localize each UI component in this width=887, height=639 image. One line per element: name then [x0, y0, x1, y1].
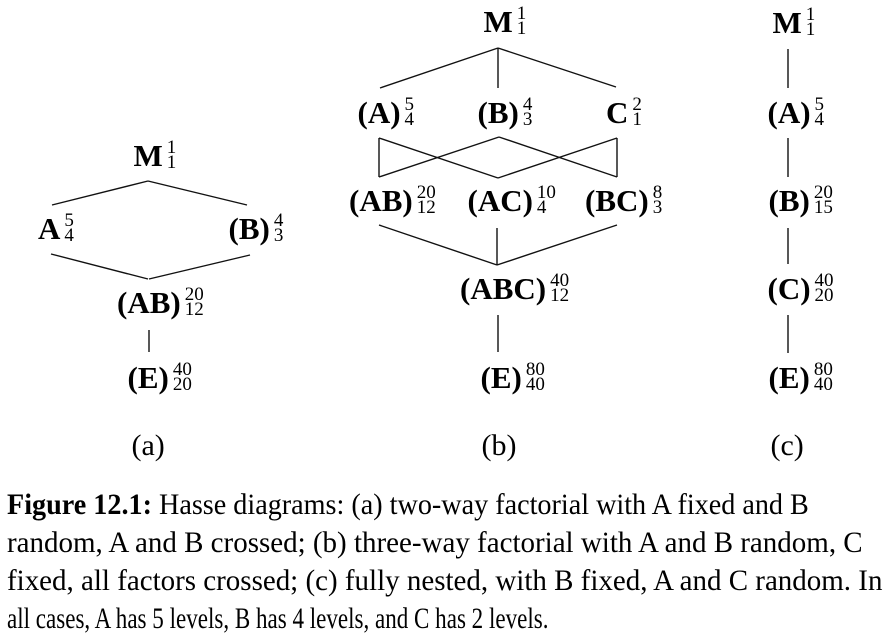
hasse-node-b-b — [477, 94, 533, 130]
node-label: (AB) — [117, 284, 181, 320]
hasse-node-a-m — [133, 137, 177, 173]
node-subscript: 4 — [814, 109, 825, 130]
node-label: C — [606, 94, 629, 130]
node-subscript: 20 — [814, 285, 834, 306]
node-label: (BC) — [585, 182, 649, 218]
node-subscript: 3 — [273, 225, 284, 246]
node-superscript: 80 — [525, 359, 545, 380]
node-subscript: 3 — [652, 197, 663, 218]
hasse-node-b-ac — [467, 182, 556, 218]
caption-line-3: fixed, all factors crossed; (c) fully nested, with B fixed, A and C random. In — [7, 564, 883, 597]
node-superscript: 20 — [813, 182, 833, 203]
node-df-stack — [813, 182, 833, 218]
node-subscript: 4 — [404, 109, 415, 130]
caption-line-2: random, A and B crossed; (b) three-way factorial with A and B random, C — [7, 526, 863, 559]
diagram-label-c: (c) — [770, 429, 804, 462]
node-df-stack — [805, 4, 816, 40]
hasse-node-b-a — [357, 94, 415, 130]
node-subscript: 1 — [805, 19, 816, 40]
node-df-stack — [652, 182, 663, 218]
node-label: (AC) — [467, 182, 533, 218]
node-label: (B) — [477, 94, 519, 130]
node-df-stack — [814, 94, 825, 130]
node-superscript: 1 — [516, 3, 527, 24]
node-label: (A) — [767, 94, 811, 130]
node-superscript: 4 — [522, 94, 533, 115]
node-label: M — [483, 3, 513, 39]
node-subscript: 40 — [525, 374, 545, 395]
hasse-node-c-c — [767, 270, 834, 306]
node-label: (AB) — [349, 182, 413, 218]
node-subscript: 3 — [522, 109, 533, 130]
hasse-edge-b — [498, 48, 616, 87]
hasse-edge-a — [52, 181, 148, 205]
hasse-edge-a — [51, 254, 148, 279]
node-df-stack — [416, 182, 436, 218]
node-subscript: 1 — [632, 109, 642, 130]
node-label: (A) — [357, 94, 401, 130]
node-subscript: 40 — [813, 374, 833, 395]
hasse-node-a-a — [38, 210, 74, 246]
node-subscript: 1 — [166, 152, 177, 173]
hasse-node-a-ab — [117, 284, 204, 320]
node-label: (E) — [480, 359, 522, 395]
diagram-label-a: (a) — [131, 429, 165, 462]
node-subscript: 4 — [536, 197, 547, 218]
node-df-stack — [166, 137, 177, 173]
hasse-node-b-ab — [349, 182, 436, 218]
hasse-node-b-abc — [460, 270, 570, 306]
node-superscript: 2 — [632, 94, 642, 115]
node-df-stack — [536, 182, 556, 218]
hasse-edge-b — [379, 225, 497, 265]
hasse-node-b-e — [480, 359, 545, 395]
node-df-stack — [172, 359, 192, 395]
hasse-edge-b — [497, 225, 617, 265]
caption-line-1: Figure 12.1: Hasse diagrams: (a) two-way factorial with A fixed and B — [7, 488, 809, 521]
hasse-node-c-a — [767, 94, 825, 130]
node-superscript: 20 — [416, 182, 436, 203]
hasse-node-c-m — [772, 4, 816, 40]
node-superscript: 40 — [814, 270, 834, 291]
node-df-stack — [632, 94, 642, 130]
node-df-stack — [525, 359, 545, 395]
node-superscript: 5 — [404, 94, 415, 115]
hasse-edge-a — [149, 255, 250, 279]
node-label: (ABC) — [460, 270, 547, 306]
node-subscript: 20 — [172, 374, 192, 395]
node-df-stack — [813, 359, 833, 395]
node-label: (E) — [127, 359, 169, 395]
node-label: (B) — [228, 210, 270, 246]
node-label: (C) — [767, 270, 811, 306]
node-df-stack — [184, 284, 204, 320]
node-df-stack — [516, 3, 527, 39]
figure-caption — [7, 486, 887, 638]
node-subscript: 12 — [184, 299, 204, 320]
caption-figure-number: Figure 12.1: — [7, 488, 152, 521]
node-subscript: 1 — [516, 18, 527, 39]
node-superscript: 4 — [273, 210, 284, 231]
node-label: (B) — [768, 182, 810, 218]
hasse-edge-b — [498, 138, 617, 178]
node-df-stack — [273, 210, 284, 246]
hasse-node-b-m — [483, 3, 527, 39]
hasse-node-a-e — [127, 359, 192, 395]
node-superscript: 40 — [550, 270, 570, 291]
node-superscript: 8 — [652, 182, 663, 203]
node-superscript: 80 — [813, 359, 833, 380]
diagram-label-b: (b) — [481, 429, 517, 462]
node-df-stack — [522, 94, 533, 130]
hasse-node-c-e — [768, 359, 833, 395]
node-superscript: 10 — [536, 182, 556, 203]
caption-line-4: all cases, A has 5 levels, B has 4 levels, and C has 2 levels. — [7, 602, 549, 635]
hasse-edge-a — [148, 181, 247, 205]
node-superscript: 5 — [814, 94, 825, 115]
node-subscript: 12 — [416, 197, 436, 218]
node-label: M — [772, 4, 802, 40]
node-superscript: 5 — [64, 210, 74, 231]
node-superscript: 20 — [184, 284, 204, 305]
node-df-stack — [404, 94, 415, 130]
node-df-stack — [64, 210, 74, 246]
hasse-node-a-b — [228, 210, 284, 246]
hasse-edge-b — [379, 137, 499, 177]
hasse-edge-b — [380, 48, 498, 88]
node-df-stack — [550, 270, 570, 306]
node-subscript: 4 — [64, 225, 74, 246]
node-subscript: 15 — [813, 197, 833, 218]
node-label: (E) — [768, 359, 810, 395]
node-label: A — [38, 210, 61, 246]
node-df-stack — [814, 270, 834, 306]
node-superscript: 1 — [805, 4, 816, 25]
hasse-node-b-bc — [585, 182, 663, 218]
node-subscript: 12 — [550, 285, 570, 306]
hasse-node-b-c — [606, 94, 642, 130]
node-label: M — [133, 137, 163, 173]
node-superscript: 1 — [166, 137, 177, 158]
hasse-node-c-b — [768, 182, 833, 218]
node-superscript: 40 — [172, 359, 192, 380]
